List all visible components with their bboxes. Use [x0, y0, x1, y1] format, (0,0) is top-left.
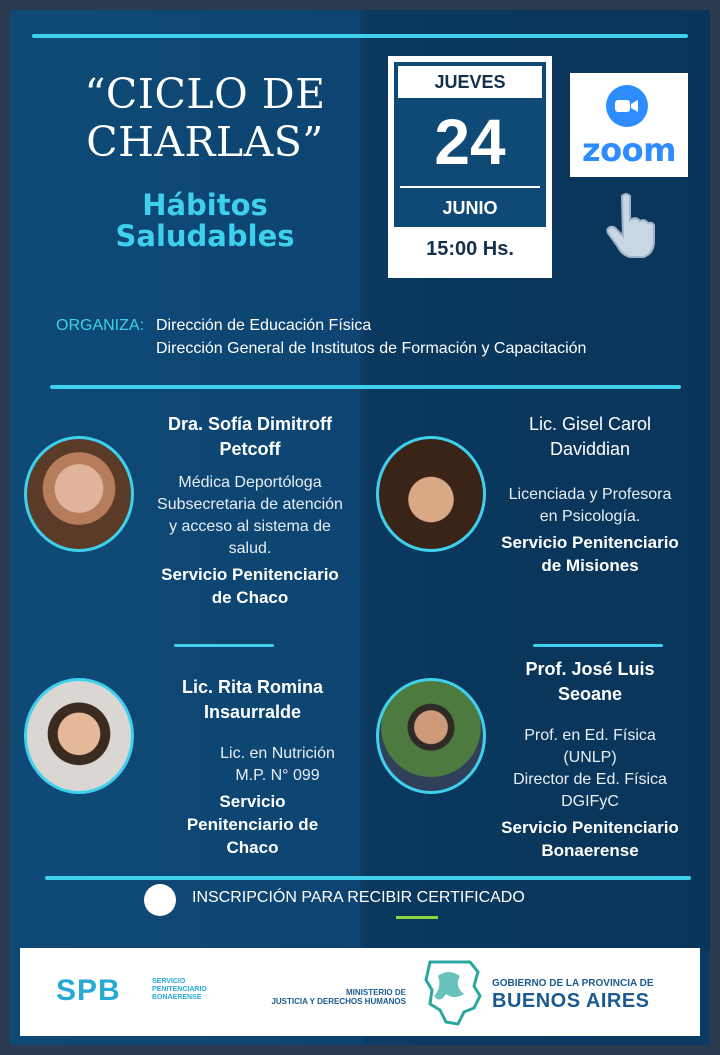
speaker-name — [480, 657, 700, 707]
speaker-name — [145, 675, 360, 725]
subtitle-line-2: Saludables — [115, 219, 295, 253]
speaker-institution — [145, 790, 360, 859]
description-line: y acceso al sistema de — [169, 518, 331, 535]
speaker-name-line-1: Lic. Rita Romina — [181, 677, 324, 697]
description-line: (UNLP) — [563, 749, 617, 766]
institution-line: Chaco — [226, 838, 279, 857]
middle-divider — [50, 385, 681, 389]
speaker-name-line-2: Petcoff — [219, 439, 281, 459]
spb-subtitle-line: SERVICIO — [152, 978, 186, 985]
event-time: 15:00 Hs. — [426, 238, 514, 260]
speaker-name-line-1: Lic. Gisel Carol — [528, 414, 652, 434]
speaker-name-line-2: Insaurralde — [203, 702, 302, 722]
event-subtitle — [50, 190, 360, 252]
institution-line: Servicio Penitenciario — [501, 533, 679, 552]
speaker-institution — [480, 816, 700, 862]
institution-line: Bonaerense — [541, 841, 639, 860]
institution-line: Servicio Penitenciario — [501, 818, 679, 837]
sponsor-footer — [20, 948, 700, 1036]
speaker-divider-right — [533, 644, 663, 647]
speaker-name — [140, 412, 360, 462]
speaker-card-2 — [480, 412, 700, 577]
description-line: Prof. en Ed. Física — [524, 727, 656, 744]
date-calendar — [388, 56, 552, 278]
event-title — [50, 70, 360, 166]
avatar-speaker-3 — [24, 678, 134, 794]
calendar-month: JUNIO — [442, 198, 498, 218]
calendar-day-number: 24 — [434, 106, 506, 178]
speaker-description — [480, 725, 700, 813]
speaker-card-1 — [140, 412, 360, 609]
institution-line: de Misiones — [541, 556, 639, 575]
title-line-1: “CICLO DE — [84, 70, 326, 118]
inscription-button[interactable] — [144, 884, 176, 916]
title-line-2: CHARLAS” — [86, 118, 324, 166]
calendar-body — [394, 62, 546, 227]
institution-line: Servicio — [219, 792, 286, 811]
subtitle-line-1: Hábitos — [142, 188, 268, 222]
spb-logo-subtitle — [152, 978, 207, 1002]
zoom-camera-icon — [606, 85, 648, 127]
government-label: GOBIERNO DE LA PROVINCIA DE — [492, 978, 654, 989]
speaker-institution — [140, 563, 360, 609]
speaker-description — [140, 472, 360, 560]
organizer-2: Dirección General de Institutos de Formación y Capacitación — [156, 340, 587, 357]
speaker-card-3 — [145, 675, 360, 859]
speaker-name-line-1: Prof. José Luis — [525, 659, 655, 679]
zoom-logo-text: zoom — [582, 131, 676, 169]
spb-subtitle-line: BONAERENSE — [152, 994, 202, 1001]
description-line: Lic. en Nutrición — [220, 745, 335, 762]
institution-line: de Chaco — [211, 588, 289, 607]
ministry-line: JUSTICIA Y DERECHOS HUMANOS — [271, 997, 406, 1006]
organizers-label: ORGANIZA: — [56, 317, 145, 334]
speaker-name — [480, 412, 700, 462]
speaker-card-4 — [480, 657, 700, 862]
speaker-description — [145, 743, 360, 787]
spb-logo: SPB — [56, 974, 121, 1007]
description-line: Director de Ed. Física — [513, 771, 667, 788]
avatar-speaker-1 — [24, 436, 134, 552]
speaker-name-line-2: Seoane — [557, 684, 623, 704]
description-line: Médica Deportóloga — [178, 474, 322, 491]
speaker-name-line-1: Dra. Sofía Dimitroff — [167, 414, 332, 434]
speaker-divider-left — [174, 644, 274, 647]
speaker-institution — [480, 531, 700, 577]
avatar-speaker-2 — [376, 436, 486, 552]
speaker-name-line-2: Daviddian — [549, 439, 631, 459]
avatar-speaker-4 — [376, 678, 486, 794]
government-name: BUENOS AIRES — [492, 990, 650, 1012]
ministry-line: MINISTERIO DE — [345, 988, 406, 997]
description-line: DGIFyC — [561, 793, 619, 810]
spb-subtitle-line: PENITENCIARIO — [152, 986, 207, 993]
top-divider — [32, 34, 688, 38]
description-line: salud. — [228, 540, 272, 557]
institution-line: Servicio Penitenciario — [161, 565, 339, 584]
description-line: Licenciada y Profesora — [508, 486, 672, 503]
inscription-underline — [396, 916, 438, 919]
calendar-weekday: JUEVES — [394, 62, 546, 102]
description-line: en Psicología. — [539, 508, 641, 525]
inscription-link[interactable]: INSCRIPCIÓN PARA RECIBIR CERTIFICADO — [192, 889, 525, 906]
calendar-divider — [400, 186, 540, 188]
event-poster — [10, 10, 710, 1045]
zoom-link[interactable] — [570, 73, 688, 177]
bottom-divider — [45, 876, 691, 880]
organizer-1: Dirección de Educación Física — [156, 317, 372, 334]
institution-line: Penitenciario de — [186, 815, 319, 834]
description-line: M.P. N° 099 — [235, 767, 320, 784]
description-line: Subsecretaria de atención — [157, 496, 343, 513]
pointer-hand-icon — [600, 190, 660, 260]
ministry-logo — [246, 988, 406, 1006]
buenos-aires-emblem-icon — [420, 956, 486, 1030]
speaker-description — [480, 484, 700, 528]
